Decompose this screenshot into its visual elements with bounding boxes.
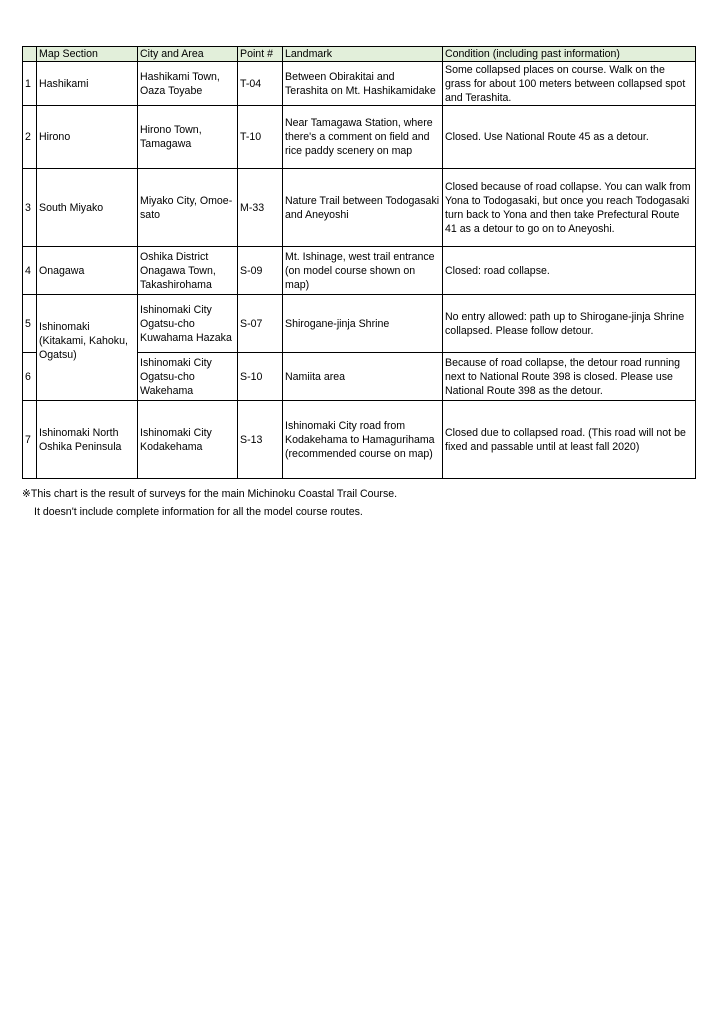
- table-row: [23, 401, 696, 479]
- header-city-area: City and Area: [138, 47, 238, 62]
- map-section-cell: Onagawa: [37, 247, 138, 295]
- header-landmark: Landmark: [283, 47, 443, 62]
- landmark-cell: Nature Trail between Todogasaki and Aneyoshi: [283, 169, 443, 247]
- footnotes: [22, 485, 397, 521]
- point-cell: S-13: [238, 401, 283, 479]
- landmark-cell: Near Tamagawa Station, where there's a comment on field and rice paddy scenery on map: [283, 106, 443, 169]
- condition-cell: Closed: road collapse.: [443, 247, 696, 295]
- condition-cell: Closed due to collapsed road. (This road will not be fixed and passable until at least fall 2020): [443, 401, 696, 479]
- landmark-cell: Shirogane-jinja Shrine: [283, 295, 443, 353]
- footnote-survey: ※This chart is the result of surveys for the main Michinoku Coastal Trail Course.: [22, 488, 398, 500]
- point-cell: T-04: [238, 62, 283, 106]
- row-number: 4: [23, 247, 37, 295]
- condition-cell: Closed because of road collapse. You can walk from Yona to Todogasaki, but once you reach Todogasaki turn back to Yona and then take Prefectural Route 41 as a detour to go on to Aneyoshi.: [443, 169, 696, 247]
- condition-cell: Some collapsed places on course. Walk on the grass for about 100 meters between collapsed spot and Terashita.: [443, 62, 696, 106]
- landmark-cell: Namiita area: [283, 353, 443, 401]
- row-number: 3: [23, 169, 37, 247]
- point-cell: T-10: [238, 106, 283, 169]
- point-cell: S-07: [238, 295, 283, 353]
- point-cell: S-10: [238, 353, 283, 401]
- map-section-cell: Hirono: [37, 106, 138, 169]
- landmark-cell: Mt. Ishinage, west trail entrance (on model course shown on map): [283, 247, 443, 295]
- header-map-section: Map Section: [37, 47, 138, 62]
- map-section-cell: Hashikami: [37, 62, 138, 106]
- city-area-cell: Ishinomaki City Kodakehama: [138, 401, 238, 479]
- city-area-cell: Hashikami Town, Oaza Toyabe: [138, 62, 238, 106]
- condition-cell: Closed. Use National Route 45 as a detour.: [443, 106, 696, 169]
- map-section-label: Ishinomaki (Kitakami, Kahoku, Ogatsu): [39, 320, 128, 361]
- condition-cell: No entry allowed: path up to Shirogane-jinja Shrine collapsed. Please follow detour.: [443, 295, 696, 353]
- row-number: 5: [23, 295, 37, 353]
- table-row: [23, 106, 696, 169]
- row-number: 6: [23, 353, 37, 401]
- row-number: 2: [23, 106, 37, 169]
- table-row: [23, 295, 696, 353]
- table-row: [23, 169, 696, 247]
- point-cell: M-33: [238, 169, 283, 247]
- header-condition: Condition (including past information): [443, 47, 696, 62]
- city-area-cell: Hirono Town, Tamagawa: [138, 106, 238, 169]
- city-area-cell: Ishinomaki City Ogatsu-cho Kuwahama Hazaka: [138, 295, 238, 353]
- table-row: [23, 62, 696, 106]
- point-cell: S-09: [238, 247, 283, 295]
- city-area-cell: Oshika District Onagawa Town, Takashirohama: [138, 247, 238, 295]
- table-row: [23, 247, 696, 295]
- map-section-cell: [37, 295, 138, 401]
- map-section-cell: South Miyako: [37, 169, 138, 247]
- header-number: [23, 47, 37, 62]
- footnote-coverage: It doesn't include complete information for all the model course routes.: [34, 506, 363, 518]
- landmark-cell: Ishinomaki City road from Kodakehama to Hamagurihama (recommended course on map): [283, 401, 443, 479]
- trail-conditions-table: [22, 46, 696, 479]
- header-point: Point #: [238, 47, 283, 62]
- city-area-cell: Ishinomaki City Ogatsu-cho Wakehama: [138, 353, 238, 401]
- city-area-cell: Miyako City, Omoe-sato: [138, 169, 238, 247]
- condition-cell: Because of road collapse, the detour road running next to National Route 398 is closed. Please use National Route 398 as the detour.: [443, 353, 696, 401]
- table-header-row: [23, 47, 696, 62]
- map-section-cell: Ishinomaki North Oshika Peninsula: [37, 401, 138, 479]
- row-number: 1: [23, 62, 37, 106]
- row-number: 7: [23, 401, 37, 479]
- landmark-cell: Between Obirakitai and Terashita on Mt. Hashikamidake: [283, 62, 443, 106]
